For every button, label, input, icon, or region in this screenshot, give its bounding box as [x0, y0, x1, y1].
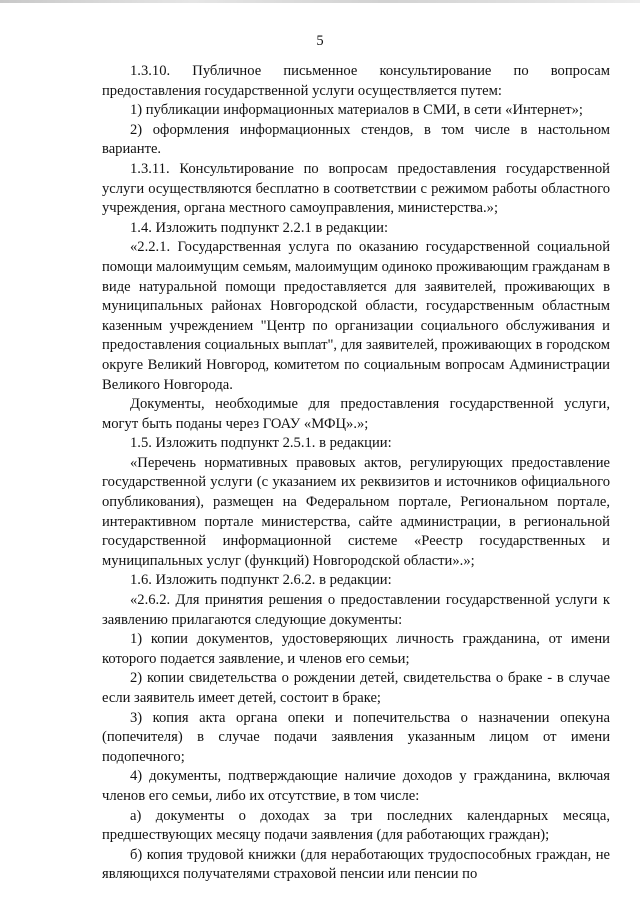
list-item-identity-docs: 1) копии документов, удостоверяющих личность гражданина, от имени которого подается заявление, и членов его семьи;: [102, 631, 610, 667]
list-item-stands: 2) оформления информационных стендов, в том числе в настольном варианте.: [102, 121, 610, 158]
paragraph-1-4: 1.4. Изложить подпункт 2.2.1 в редакции:: [130, 219, 389, 236]
paragraph-1-6: 1.6. Изложить подпункт 2.6.2. в редакции:: [130, 572, 392, 589]
paragraph-legal-acts: «Перечень нормативных правовых актов, регулирующих предоставление государственной услуги (с указанием их реквизитов и источников официального опубликования), размещен на Федеральном портале, Региональном портале, интерактивном портале министерства, сайте администрации, в региональной государственной информационной системе «Реестр государственных и муниципальных услуг (функций) Новгородской области».»;: [102, 454, 610, 569]
paragraph-1-3-11: 1.3.11. Консультирование по вопросам предоставления государственной услуги осуществляются бесплатно в соответствии с режимом работы областного учреждения, органа местного самоуправления, министерства.»;: [102, 160, 610, 217]
page-number: 5: [316, 33, 324, 49]
list-item-guardianship: 3) копия акта органа опеки и попечительства о назначении опекуна (попечителя) в случае подачи заявления указанным лицом от имени подопечного;: [102, 709, 610, 765]
list-item-income-docs: 4) документы, подтверждающие наличие доходов у гражданина, включая членов его семьи, либо их отсутствие, в том числе:: [102, 768, 610, 804]
paragraph-1-5: 1.5. Изложить подпункт 2.5.1. в редакции:: [130, 435, 392, 452]
paragraph-documents-mfc: Документы, необходимые для предоставления государственной услуги, могут быть поданы через ГОАУ «МФЦ».»;: [102, 396, 610, 432]
paragraph-2-2-1: «2.2.1. Государственная услуга по оказанию государственной социальной помощи малоимущим семьям, малоимущим одиноко проживающим гражданам в виде натуральной помощи предоставляется для заявителей, проживающих в муниципальных районах Новгородской области, государственным областным казенным учреждением "Центр по организации социального обслуживания и предоставления социальных выплат", для заявителей, проживающих в городском округе Великий Новгород, комитетом по социальным вопросам Администрации Великого Новгорода.: [102, 239, 610, 393]
list-item-work-book: б) копия трудовой книжки (для неработающих трудоспособных граждан, не являющихся получателями страховой пенсии или пенсии по: [102, 846, 610, 883]
scan-top-edge: [0, 0, 640, 3]
paragraph-2-6-2: «2.6.2. Для принятия решения о предоставлении государственной услуги к заявлению прилагаются следующие документы:: [102, 592, 610, 628]
list-item-publication: 1) публикации информационных материалов в СМИ, в сети «Интернет»;: [130, 102, 583, 119]
document-body: [102, 62, 610, 885]
list-item-income-three-months: а) документы о доходах за три последних календарных месяца, предшествующих месяцу подачи заявления (для работающих граждан);: [102, 807, 610, 844]
list-item-birth-marriage: 2) копии свидетельства о рождении детей, свидетельства о браке - в случае если заявитель имеет детей, состоит в браке;: [102, 670, 610, 706]
paragraph-1-3-10: 1.3.10. Публичное письменное консультирование по вопросам предоставления государственной услуги осуществляется путем:: [102, 63, 610, 99]
